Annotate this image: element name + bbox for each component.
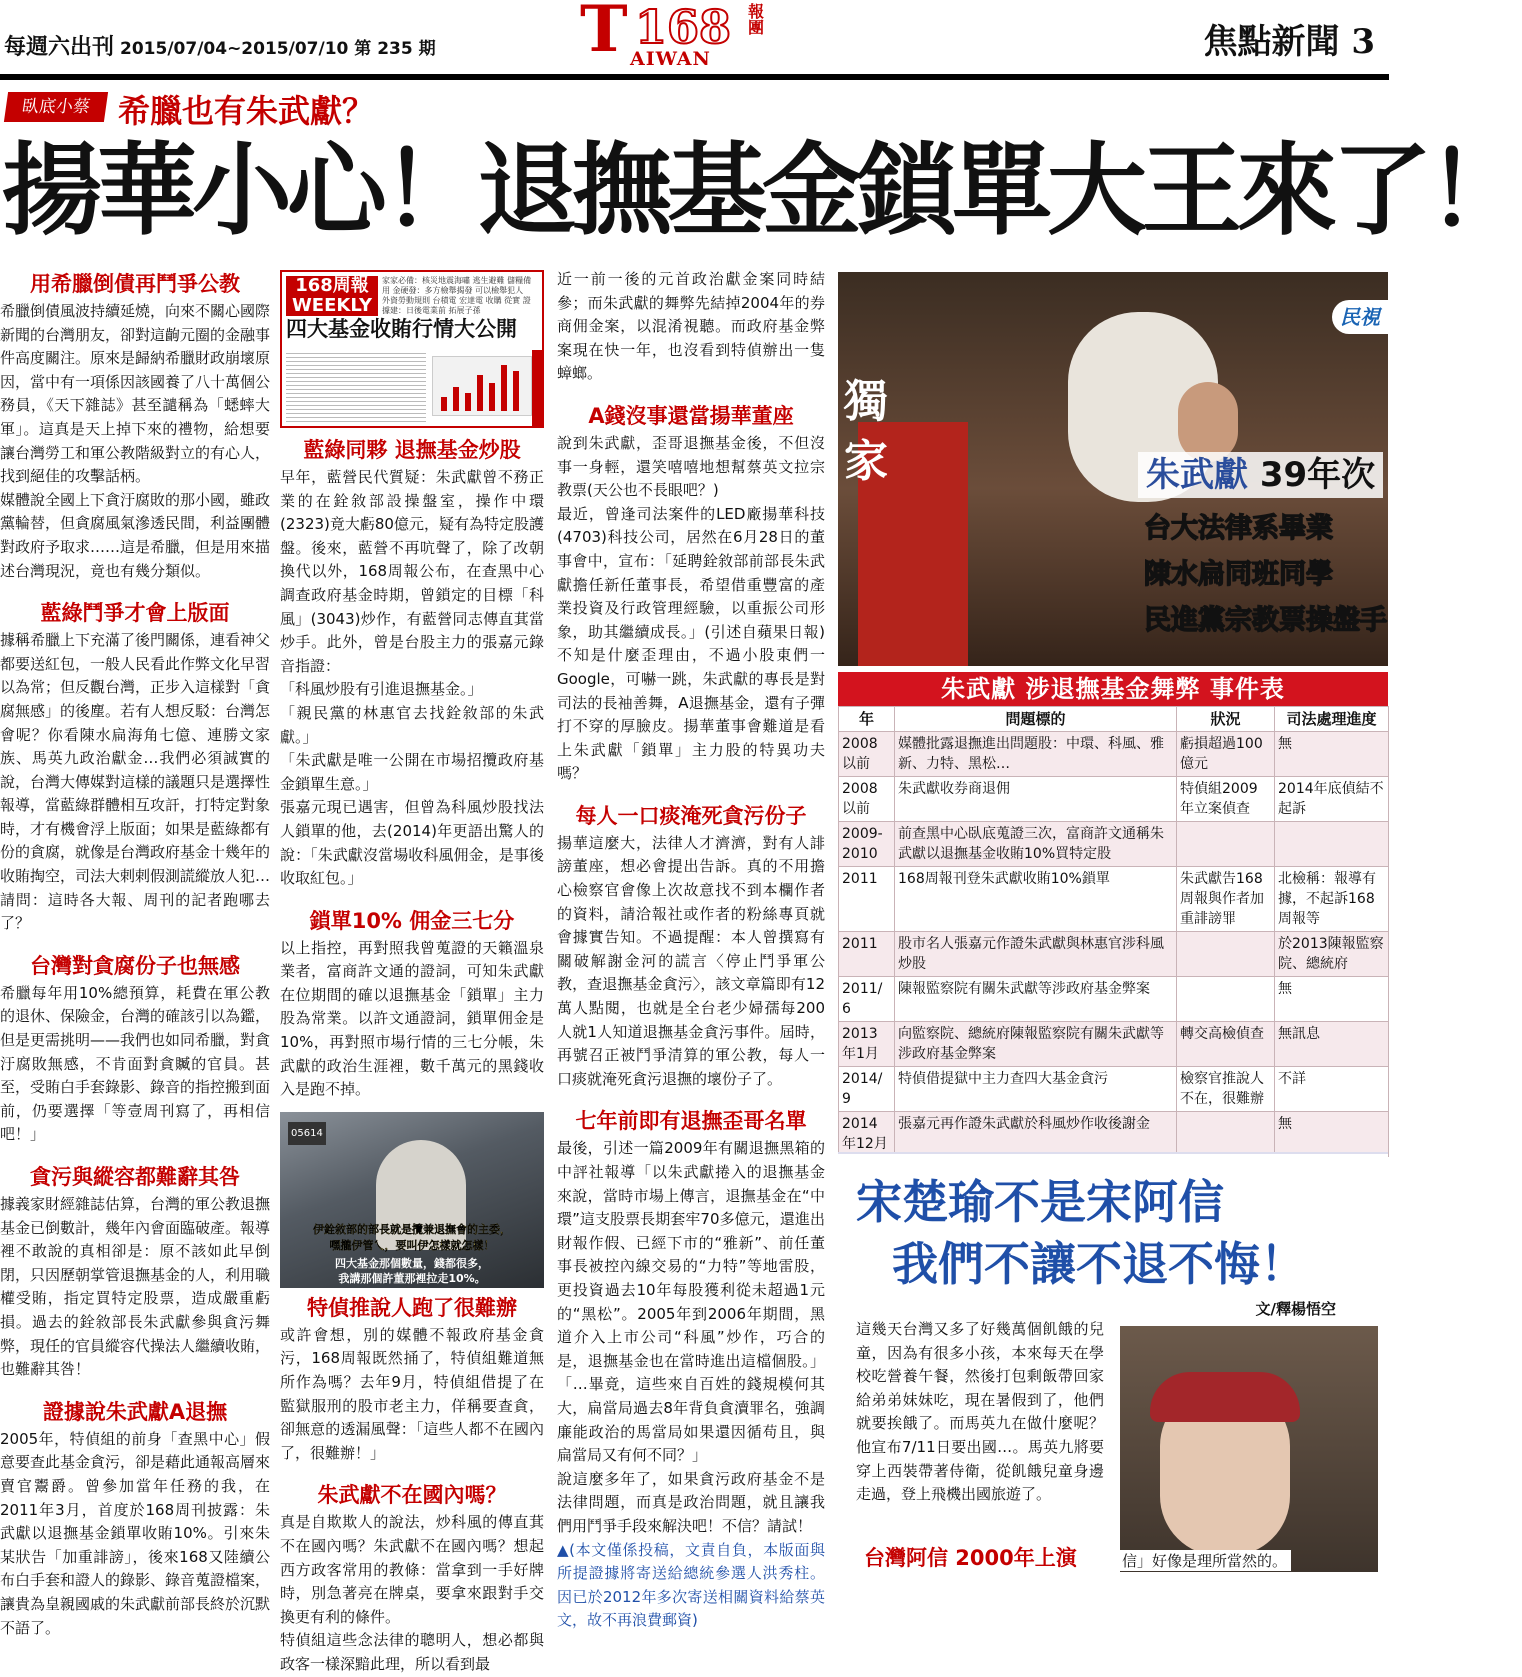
table-cell: 特偵組2009年立案偵查 bbox=[1177, 777, 1275, 822]
table-cell: 2009-2010 bbox=[839, 822, 895, 867]
table-cell: 168周報刊登朱武獻收賄10%鎖單 bbox=[895, 867, 1177, 932]
photo-name-bar bbox=[1138, 452, 1383, 498]
table-row bbox=[839, 977, 1389, 1022]
table-cell: 前查黑中心臥底蒐證三次，富商許文通稱朱武獻以退撫基金收賄10%買特定股 bbox=[895, 822, 1177, 867]
paragraph: 真是自欺欺人的說法，炒科風的傳直萁不在國內嗎？朱武獻不在國內嗎？想起西方政客常用的教條：當拿到一手好牌時，別急著亮在牌桌，要拿來跟對手交換更有利的條件。 bbox=[280, 1513, 544, 1626]
logo-t: T bbox=[580, 0, 628, 67]
tv-channel-logo: 民視 bbox=[1332, 300, 1388, 334]
table-cell: 2008以前 bbox=[839, 732, 895, 777]
table-row bbox=[839, 932, 1389, 977]
article-column-2 bbox=[280, 270, 544, 1673]
tv-screenshot-photo bbox=[838, 272, 1388, 666]
photo-exclusive-label: 獨 家 bbox=[844, 376, 888, 487]
paragraph: 以上指控，再對照我曾蒐證的天籟溫泉業者，富商許文通的證詞，可知朱武獻在位期間的確以退撫基金「鎖單」主力股為常業。以許文通證詞，鎖單佣金是10%，再對照市場行情的三七分帳，朱武獻的政治生涯裡，數千萬元的黑錢收入是跑不掉。 bbox=[280, 938, 544, 1099]
section-heading: 貪污與縱容都難辭其咎 bbox=[30, 1165, 240, 1189]
paragraph: 早年，藍營民代質疑：朱武獻曾不務正業的在銓敘部設操盤室，操作中環(2323)竟大虧80億元，疑有為特定股護盤。後來，藍營不再吭聲了，除了改朝換代以外，168周報公布，在查黑中心調查政府基金時期，曾鎖定的目標「科風」(3043)炒作，有藍營同志傳直萁當炒手。此外，曾是台股主力的張嘉元錄音指證： bbox=[280, 468, 544, 675]
cover-body-lines bbox=[286, 350, 426, 422]
photo-person-background bbox=[1178, 382, 1238, 462]
table-header: 狀況 bbox=[1177, 707, 1275, 732]
table-cell: 虧損超過100億元 bbox=[1177, 732, 1275, 777]
event-table-grid bbox=[838, 706, 1389, 1157]
paragraph: 最後，引述一篇2009年有關退撫黑箱的中評社報導「以朱武獻捲入的退撫基金來說，當時市場上傳言，退撫基金在“中環”這支股票長期套牢70多億元，還進出財報作假、已經下市的“雅新”、前任董事長被控內線交易的“力特”等地雷股，更投資過去10年每股獲利從未超過1元的“黑松”。2005年到2006年期間，黑道介入上市公司“科風”炒作，巧合的是，退撫基金也在當時進出這檔個股。」「…畢竟，這些來自百姓的錢規模何其大，扁當局過去8年背負貪瀆罪名，強調廉能政治的馬當局如果還因循苟且，與扁當局又有何不同？」 bbox=[557, 1139, 825, 1465]
event-table bbox=[838, 672, 1388, 1157]
photo-year: 39年次 bbox=[1259, 455, 1376, 495]
side-story-text: 這幾天台灣又多了好幾萬個飢餓的兒童，因為有很多小孩，本來每天在學校吃營養午餐，然後打包剩飯帶回家給弟弟妹妹吃，現在暑假到了，他們就要挨餓了。而馬英九在做什麼呢？他宣布7/11日要出國…。馬英九將要穿上西裝帶著侍衛，從飢餓兒童身邊走過，登上飛機出國旅遊了。 bbox=[856, 1320, 1104, 1504]
side-story bbox=[838, 1152, 1388, 1572]
section-heading: 台灣對貪腐份子也無感 bbox=[30, 953, 240, 978]
table-cell: 2011 bbox=[839, 932, 895, 977]
section-name: 焦點新聞 bbox=[1203, 22, 1340, 62]
table-cell: 2008以前 bbox=[839, 777, 895, 822]
section-heading: 用希臘倒債再鬥爭公教 bbox=[30, 272, 240, 296]
paragraph: 張嘉元現已遇害，但曾為科風炒股找法人鎖單的他，去(2014)年更語出驚人的說：「朱武獻沒當場收科風佣金，是事後收取紅包。」 bbox=[280, 798, 544, 888]
section-heading: 藍綠鬥爭才會上版面 bbox=[40, 601, 230, 626]
paragraph: 據義家財經雜誌估算，台灣的軍公教退撫基金已倒數計，幾年內會面臨破產。報導裡不敢說的真相卻是：原不該如此早倒閉，只因歷朝掌管退撫基金的人，利用職權受賄，指定買特定股票，造成嚴重虧損。過去的銓敘部長朱武獻參與貪污舞弊，現任的官員縱容代操法人繼續收賄，也難辭其咎！ bbox=[0, 1195, 271, 1379]
article-column-1 bbox=[0, 268, 271, 1637]
section-heading: A錢沒事還當揚華董座 bbox=[588, 403, 794, 428]
header-rule bbox=[0, 74, 1389, 80]
table-header-row bbox=[839, 707, 1389, 732]
table-cell bbox=[1177, 977, 1275, 1022]
table-cell bbox=[1275, 822, 1389, 867]
table-cell: 特偵借提獄中主力查四大基金貪污 bbox=[895, 1067, 1177, 1112]
table-row bbox=[839, 732, 1389, 777]
cover-side-strip bbox=[532, 350, 542, 428]
section-heading: 特偵推說人跑了很難辦 bbox=[307, 1295, 517, 1320]
table-row bbox=[839, 1112, 1389, 1157]
photo-caption: 嘿攏伊管乀，要叫伊怎樣就怎樣！ bbox=[329, 1238, 495, 1252]
paragraph: 揚華這麼大，法律人才濟濟，對有人誹謗董座，想必會提出告訴。真的不用擔心檢察官會像上次故意找不到本欄作者的資料，請洽報社或作者的粉絲專頁就會據實告知。不過提醒：本人曾撰寫有關破解謝金河的謊言〈停止鬥爭軍公教，查退撫基金貪污〉，該文章篇即有12萬人點閱，也就是全台老少婦孺每200人就1人知道退撫基金貪污事件。屆時，再號召正被鬥爭清算的軍公教，每人一口痰就淹死貪污退撫的壞份子了。 bbox=[557, 833, 825, 1088]
photo-caption: 陳水扁同班同學 bbox=[1144, 559, 1333, 590]
table-cell bbox=[1177, 1112, 1275, 1157]
table-cell: 無 bbox=[1275, 1112, 1389, 1157]
section-heading: 證據說朱武獻A退撫 bbox=[42, 1399, 228, 1424]
cover-teaser: 家家必備：核災地震海嘯 逃生避難 儲糧備用 金硬發：多方檢舉揭發 可以檢舉犯人 外資勞動規則 台積電 宏達電 收購 從實 證據建：日後電業前 拓展子孫 bbox=[382, 276, 532, 315]
photo-name: 朱武獻 bbox=[1146, 455, 1248, 495]
table-header: 司法處理進度 bbox=[1275, 707, 1389, 732]
weekly-cover-image bbox=[280, 270, 544, 428]
table-title: 朱武獻 涉退撫基金舞弊 事件表 bbox=[838, 672, 1388, 706]
article-column-3 bbox=[557, 268, 825, 1630]
table-cell: 2011 bbox=[839, 867, 895, 932]
table-cell: 2014年底偵結不起訴 bbox=[1275, 777, 1389, 822]
side-story-caption: 信」好像是理所當然的。 bbox=[1118, 1550, 1291, 1571]
article-headline: 揚華小心！退撫基金鎖單大王來了！ bbox=[2, 132, 1522, 249]
table-cell: 無訊息 bbox=[1275, 1022, 1389, 1067]
oshin-photo bbox=[1120, 1326, 1378, 1572]
section-heading: 藍綠同夥 退撫基金炒股 bbox=[303, 438, 521, 462]
table-cell: 2014/9 bbox=[839, 1067, 895, 1112]
table-row bbox=[839, 1067, 1389, 1112]
paragraph: 說這麼多年了，如果貪污政府基金不是法律問題，而真是政治問題，就且讓我們用鬥爭手段來解決吧！不信？請試！ bbox=[557, 1469, 825, 1535]
table-cell: 向監察院、總統府陳報監察院有關朱武獻等涉政府基金弊案 bbox=[895, 1022, 1177, 1067]
author-note: ▲(本文僅係投稿，文責自負，本版面與所提證據將寄送給總統參選人洪秀柱。因已於2012年多次寄送相關資料給蔡英文，故不再浪費郵資) bbox=[557, 1540, 825, 1630]
section-heading: 鎖單10% 佣金三七分 bbox=[309, 908, 515, 933]
table-cell: 張嘉元再作證朱武獻於科風炒作收後謝金 bbox=[895, 1112, 1177, 1157]
side-story-headline: 宋楚瑜不是宋阿信 bbox=[856, 1175, 1224, 1229]
logo-168: 168 bbox=[635, 0, 732, 54]
paragraph: 希臘每年用10%總預算，耗費在軍公教的退休、保險金，台灣的確該引以為鑑，但是更需挑明——我們也如同希臘，對貪汙腐敗無感，不肯面對貪贓的官員。甚至，受賄白手套錄影、錄音的指控搬到面前，仍要選擇「等壹周刊寫了，再相信吧！」 bbox=[0, 983, 271, 1144]
side-story-subheading: 台灣阿信 2000年上演 bbox=[864, 1546, 1077, 1570]
table-cell: 股市名人張嘉元作證朱武獻與林惠官涉科風炒股 bbox=[895, 932, 1177, 977]
hidden-camera-photo bbox=[280, 1112, 544, 1288]
table-cell: 轉交高檢偵查 bbox=[1177, 1022, 1275, 1067]
section-heading: 每人一口痰淹死貪污份子 bbox=[575, 803, 807, 828]
paragraph: 說到朱武獻，歪哥退撫基金後，不但沒事一身輕，還笑嘻嘻地想幫蔡英文拉宗教票(天公也不長眼吧？) bbox=[557, 433, 825, 500]
issue-frequency: 每週六出刊 bbox=[4, 35, 115, 60]
section-title bbox=[1203, 14, 1375, 63]
table-header: 年 bbox=[839, 707, 895, 732]
table-cell: 2013年1月 bbox=[839, 1022, 895, 1067]
paragraph: 或許會想，別的媒體不報政府基金貪污，168周報既然捅了，特偵組難道無所作為嗎？去年9月，特偵組借提了在監獄服刑的股市老主力，佯稱要查貪，卻無意的透漏風聲：「這些人都不在國內了，很難辦！」 bbox=[280, 1325, 544, 1462]
table-row bbox=[839, 822, 1389, 867]
photo-caption: 民進黨宗教票操盤手 bbox=[1144, 605, 1387, 636]
table-cell: 無 bbox=[1275, 977, 1389, 1022]
cover-logo: 168周報 WEEKLY bbox=[286, 276, 378, 316]
logo-bao: 報 團 bbox=[748, 2, 765, 37]
section-heading: 朱武獻不在國內嗎？ bbox=[317, 1483, 507, 1508]
table-row bbox=[839, 777, 1389, 822]
table-cell: 於2013陳報監察院、總統府 bbox=[1275, 932, 1389, 977]
photo-caption: 台大法律系畢業 bbox=[1144, 513, 1333, 544]
issue-dates: 2015/07/04~2015/07/10 第 235 期 bbox=[120, 39, 436, 59]
article-subheadline: 希臘也有朱武獻？ bbox=[118, 92, 375, 130]
table-cell bbox=[1177, 932, 1275, 977]
paragraph: 特偵組這些念法律的聰明人，想必都與政客一樣深黯此理，所以看到最 bbox=[280, 1631, 544, 1673]
cover-chart bbox=[432, 356, 532, 416]
section-heading: 七年前即有退撫歪哥名單 bbox=[575, 1109, 807, 1134]
table-header: 問題標的 bbox=[895, 707, 1177, 732]
photo-timestamp: 05614 bbox=[288, 1122, 326, 1146]
table-cell: 媒體批露退撫進出問題股：中環、科風、雅新、力特、黑松… bbox=[895, 732, 1177, 777]
table-cell: 無 bbox=[1275, 732, 1389, 777]
quote: 「親民黨的林惠官去找銓敘部的朱武獻。」 bbox=[280, 703, 544, 746]
paragraph: 最近，曾逢司法案件的LED廠揚華科技(4703)科技公司，居然在6月28日的董事會中，宣布：「延聘銓敘部前部長朱武獻擔任新任董事長，希望借重豐富的產業投資及行政管理經驗，以重振公司形象，助其繼續成長。」(引述自蘋果日報)不知是什麼歪理由，不過小股東們一Google，可嚇一跳，朱武獻的專長是對司法的長袖善舞，A退撫基金，還有子彈打不穿的厚臉皮。揚華董事會難道是看上朱武獻「鎖單」主力股的特異功夫嗎？ bbox=[557, 504, 825, 783]
paragraph: 近一前一後的元首政治獻金案同時結參；而朱武獻的舞弊先結掉2004年的券商佣金案，以混淆視聽。而政府基金弊案現在快一年，也沒看到特偵辦出一隻蟑螂。 bbox=[557, 270, 825, 383]
table-cell: 不詳 bbox=[1275, 1067, 1389, 1112]
column-tag: 臥底小蔡 bbox=[4, 92, 108, 122]
logo-aiwan: AIWAN bbox=[630, 48, 711, 70]
photo-headband bbox=[1150, 1372, 1300, 1422]
table-cell: 檢察官推說人不在，很難辦 bbox=[1177, 1067, 1275, 1112]
paragraph: 媒體說全國上下貪汙腐敗的那小國，雖政黨輪替，但貪腐風氣滲透民間，利益團體對政府予取求……這是希臘，但是用來描述台灣現況，竟也有幾分類似。 bbox=[0, 490, 271, 580]
table-cell: 2011/6 bbox=[839, 977, 895, 1022]
table-cell: 陳報監察院有關朱武獻等涉政府基金弊案 bbox=[895, 977, 1177, 1022]
paragraph: 2005年，特偵組的前身「查黑中心」假意要查此基金貪污，卻是藉此通報高層來賣官鬻爵。曾參加當年任務的我，在2011年3月，首度於168周刊披露：朱武獻以退撫基金鎖單收賄10%。引來朱某狀告「加重誹謗」，後來168又陸續公布白手套和證人的錄影、錄音蒐證檔案，讓貴為皇親國戚的朱武獻前部長終於沉默不語了。 bbox=[0, 1429, 271, 1637]
table-cell bbox=[1177, 822, 1275, 867]
photo-caption: 我講那個許董那裡拉走10%。 bbox=[338, 1271, 486, 1285]
paragraph: 據稱希臘上下充滿了後門關係，連看神父都要送紅包，一般人民看此作弊文化早習以為常；但反觀台灣，正步入這樣對「貪腐無感」的後塵。若有人想反駁：台灣怎會呢？你看陳水扁海角七億、連勝文家族、馬英九政治獻金…我們必須誠實的說，台灣大傳媒對這樣的議題只是選擇性報導，當藍綠群體相互攻訐，打特定對象時，才有機會浮上版面；如果是藍綠都有份的貪腐，就像是台灣政府基金十幾年的收賄掏空，司法大剌剌假測謊縱放人犯…請問：這時各大報、周刊的記者跑哪去了？ bbox=[0, 631, 271, 933]
table-cell: 北檢稱：報導有據，不起訴168周報等 bbox=[1275, 867, 1389, 932]
side-story-headline-2: 我們不讓不退不悔！ bbox=[892, 1237, 1306, 1291]
table-row bbox=[839, 1022, 1389, 1067]
cover-title: 四大基金收賄行情大公開 bbox=[286, 317, 517, 341]
table-cell: 2014年12月 bbox=[839, 1112, 895, 1157]
quote: 「科風炒股有引進退撫基金。」 bbox=[280, 680, 483, 699]
issue-info bbox=[4, 30, 436, 61]
table-cell: 朱武獻收券商退佣 bbox=[895, 777, 1177, 822]
table-row bbox=[839, 867, 1389, 932]
photo-caption: 伊銓敘部的部長就是攬兼退撫會的主委， bbox=[313, 1222, 511, 1236]
newspaper-logo bbox=[580, 2, 810, 68]
page-number: 3 bbox=[1351, 22, 1375, 62]
photo-caption: 四大基金那個數量，錢都很多， bbox=[335, 1256, 489, 1270]
side-story-byline: 文/釋楊悟空 bbox=[1255, 1300, 1336, 1318]
table-cell: 朱武獻告168周報與作者加重誹謗罪 bbox=[1177, 867, 1275, 932]
quote: 「朱武獻是唯一公開在市場招攬政府基金鎖單生意。」 bbox=[280, 751, 544, 793]
paragraph: 希臘倒債風波持續延燒，向來不關心國際新聞的台灣朋友，卻對這齣元圈的金融事件高度關注。原來是歸納希臘財政崩壞原因，當中有一項係因該國養了八十萬個公務員，《天下雜誌》甚至譴稱為「蟋蟀大軍」。這真是天上掉下來的禮物，給想要讓台灣勞工和軍公教階級對立的有心人，找到絕佳的攻擊話柄。 bbox=[0, 302, 271, 486]
